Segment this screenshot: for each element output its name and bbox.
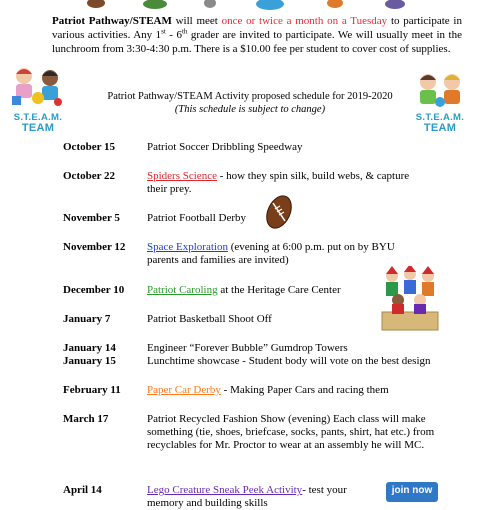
event-date: January 14: [63, 342, 116, 354]
intro-text-2: to participate in various activities. Any 1: [52, 15, 462, 41]
org-name: Patriot Pathway/STEAM: [52, 15, 172, 27]
paper-car-derby-link[interactable]: Paper Car Derby: [147, 384, 221, 396]
meeting-frequency: once or twice a month on a Tuesday: [221, 15, 388, 27]
event-description: Engineer “Forever Bubble” Gumdrop Towers: [147, 342, 348, 354]
intro-text-1: will meet: [171, 15, 222, 27]
event-date: April 14: [63, 484, 102, 496]
lego-creature-link[interactable]: Lego Creature Sneak Peek Activity: [147, 484, 303, 496]
logo-text-line1: S.T.E.A.M.: [13, 112, 63, 123]
football-icon: [262, 192, 296, 232]
logo-text-line2: TEAM: [423, 122, 457, 134]
event-date: October 15: [63, 141, 116, 153]
event-description: Lunchtime showcase - Student body will vote on the best design: [147, 355, 431, 367]
event-date: January 15: [63, 355, 116, 367]
event-description: Patriot Basketball Shoot Off: [147, 313, 272, 325]
event-date: February 11: [63, 384, 121, 396]
event-date: January 7: [63, 313, 111, 325]
event-description: [147, 384, 447, 397]
steam-team-logo-right: [412, 70, 468, 140]
event-description: [147, 284, 407, 297]
event-text: - Making Paper Cars and racing them: [220, 384, 389, 396]
steam-team-logo-left: [10, 62, 66, 132]
logo-text-line2: TEAM: [21, 122, 55, 134]
join-now-button[interactable]: join now: [386, 482, 438, 502]
event-date: November 5: [63, 212, 120, 224]
event-description: [147, 241, 429, 267]
intro-paragraph: [52, 14, 462, 56]
steam-kids-icon: [412, 70, 468, 108]
event-description: Patriot Football Derby: [147, 212, 246, 224]
event-description: Patriot Recycled Fashion Show (evening) Each class will make something (tie, shoes, briefcase, socks, pants, shirt, hat etc.) from recyclables for Mr. Proctor to wear at an assembly he will MC.: [147, 413, 435, 451]
event-date: March 17: [63, 413, 109, 425]
schedule-note: (This schedule is subject to change): [174, 104, 326, 115]
spiders-science-link[interactable]: Spiders Science: [147, 170, 217, 182]
intro-text-3: - 6: [165, 29, 182, 41]
carolers-icon: [378, 266, 442, 332]
event-description: [147, 484, 382, 510]
space-exploration-link[interactable]: Space Exploration: [147, 241, 228, 253]
sup-th: th: [181, 27, 188, 36]
patriot-caroling-link[interactable]: Patriot Caroling: [147, 284, 218, 296]
event-text: - how they spin silk, build webs, & capture their prey.: [147, 170, 410, 195]
steam-kids-icon: [10, 62, 66, 108]
top-decoration-clipart: [60, 0, 440, 12]
schedule-title: Patriot Pathway/STEAM Activity proposed schedule for 2019-2020: [107, 91, 393, 102]
event-text: (evening at 6:00 p.m. put on by BYU parents and families are invited): [147, 241, 395, 266]
event-text: at the Heritage Care Center: [217, 284, 341, 296]
schedule-heading: [100, 90, 400, 116]
event-description: Patriot Soccer Dribbling Speedway: [147, 141, 303, 153]
sup-st: st: [161, 27, 166, 36]
event-date: October 22: [63, 170, 116, 182]
event-text: - test your memory and building skills: [147, 484, 347, 509]
logo-text-line1: S.T.E.A.M.: [415, 112, 465, 123]
event-date: November 12: [63, 241, 126, 253]
intro-text-4: grader are invited to participate. We will usually meet in the lunchroom from 3:30-4:30 p.m. There is a $10.00 fee per student to cover cost of supplies.: [52, 29, 462, 55]
event-date: December 10: [63, 284, 125, 296]
